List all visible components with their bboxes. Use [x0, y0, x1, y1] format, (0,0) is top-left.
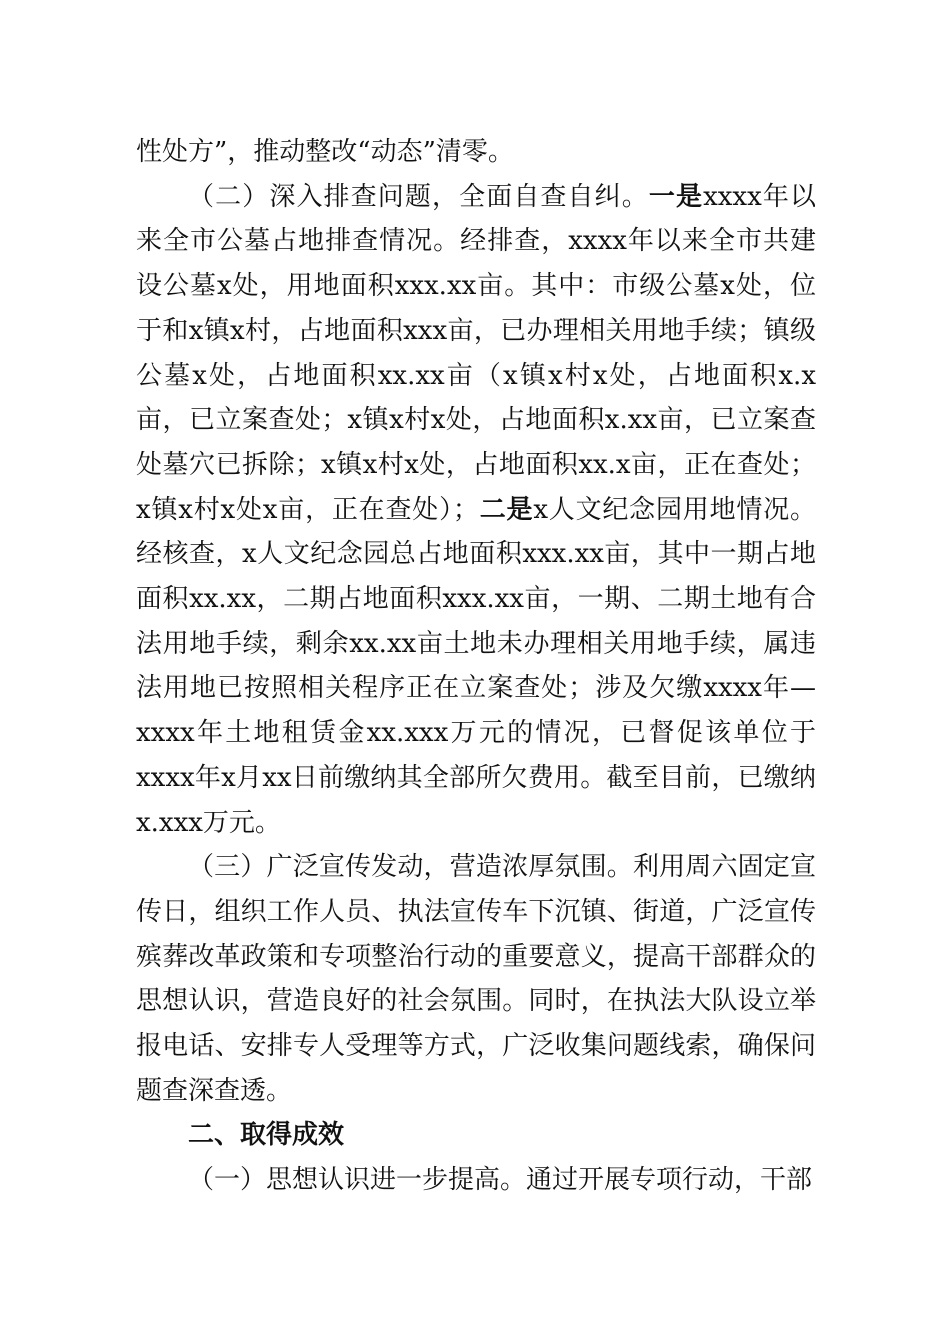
- paragraph-investigation: [136, 175, 816, 846]
- paragraph-investigation-part1: xxxx年以来全市公墓占地排查情况。经排查，xxxx年以来全市共建设公墓x处，用地面积xxx.xx亩。其中：市级公墓x处，位于和x镇x村，占地面积xxx亩，已办理相关用地手续；镇级公墓x处，占地面积xx.xx亩（x镇x村x处，占地面积x.x亩，已立案查处；x镇x村x处，占地面积x.xx亩，已立案查处墓穴已拆除；x镇x村x处，占地面积xx.x亩，正在查处；x镇x村x处x亩，正在查处）；: [136, 181, 816, 525]
- paragraph-continuation: 性处方”，推动整改“动态”清零。: [136, 137, 514, 167]
- document-body: [136, 130, 816, 1203]
- emphasis-second: 二是: [478, 494, 534, 525]
- paragraph-investigation-part2: x人文纪念园用地情况。经核查，x人文纪念园总占地面积xxx.xx亩，其中一期占地面积xx.xx，二期占地面积xxx.xx亩，一期、二期土地有合法用地手续，剩余xx.xx亩土地未办理相关用地手续，属违法用地已按照相关程序正在立案查处；涉及欠缴xxxx年—xxxx年土地租赁金xx.xxx万元的情况，已督促该单位于xxxx年x月xx日前缴纳其全部所欠费用。截至目前，已缴纳x.xxx万元。: [136, 494, 816, 838]
- emphasis-first: 一是: [648, 181, 704, 212]
- paragraph-results-start: （一）思想认识进一步提高。通过开展专项行动，干部: [188, 1165, 813, 1196]
- paragraph-investigation-lead: （二）深入排查问题，全面自查自纠。: [188, 181, 649, 212]
- section-heading: 二、取得成效: [188, 1120, 345, 1151]
- paragraph-publicity: （三）广泛宣传发动，营造浓厚氛围。利用周六固定宣传日，组织工作人员、执法宣传车下沉镇、街道，广泛宣传殡葬改革政策和专项整治行动的重要意义，提高干部群众的思想认识，营造良好的社会氛围。同时，在执法大队设立举报电话、安排专人受理等方式，广泛收集问题线索，确保问题查深查透。: [136, 852, 816, 1106]
